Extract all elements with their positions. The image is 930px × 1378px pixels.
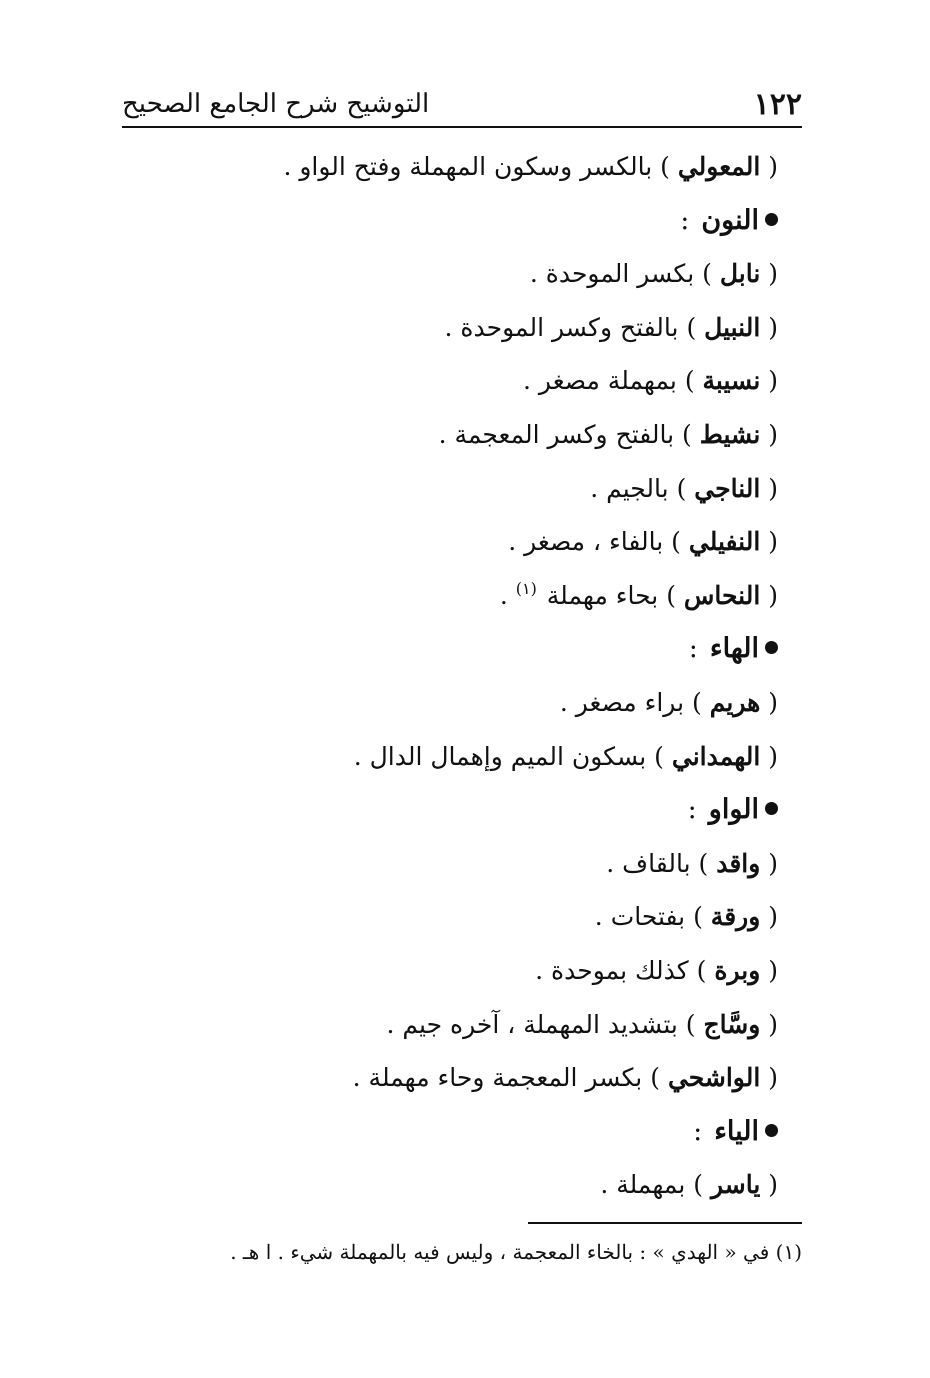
glossary-entry [138, 462, 778, 516]
glossary-entry [138, 837, 778, 891]
entry-term: نشيط [699, 419, 761, 449]
open-paren: ( [760, 1170, 778, 1200]
close-paren: ) [668, 473, 695, 503]
footnote: (١) في « الهدي » : بالخاء المعجمة ، وليس فيه بالمهملة شيء . ا هـ . [230, 1240, 802, 1264]
entry-description: بحاء مهملة [546, 580, 659, 610]
entry-description: بالكسر وسكون المهملة وفتح الواو . [283, 152, 653, 181]
entry-term: نابل [719, 259, 761, 289]
entry-description: بمهملة . [600, 1170, 686, 1200]
glossary-entry [138, 730, 778, 784]
glossary-entry [138, 301, 778, 355]
entry-term: النبيل [704, 312, 761, 342]
close-paren: ) [685, 1170, 711, 1200]
footnote-reference: (١) [515, 579, 537, 599]
entry-term: هريم [709, 687, 761, 717]
open-paren: ( [760, 473, 778, 503]
close-paren: ) [646, 741, 672, 771]
glossary-entries [138, 140, 778, 1212]
entry-description: بسكون الميم وإهمال الدال . [353, 741, 647, 771]
glossary-entry [138, 1051, 778, 1105]
section-colon: : [687, 794, 697, 826]
running-title: التوشيح شرح الجامع الصحيح [122, 89, 430, 119]
entry-description: بالفتح وكسر الموحدة . [444, 312, 679, 342]
entry-term: واقد [716, 848, 761, 878]
page-header [122, 82, 802, 128]
open-paren: ( [760, 848, 778, 878]
entry-term: ورقة [710, 902, 761, 932]
glossary-entry [138, 998, 778, 1052]
entry-term: الهمداني [671, 741, 761, 771]
open-paren: ( [760, 527, 778, 557]
entry-description: بالقاف . [606, 848, 691, 878]
bullet-dot-icon [765, 213, 778, 226]
section-colon: : [688, 633, 698, 665]
entry-tail: . [499, 580, 516, 610]
entry-term: ياسر [710, 1170, 761, 1200]
entry-term: النفيلي [688, 527, 761, 557]
glossary-entry [138, 890, 778, 944]
entry-term: نسيبة [702, 366, 761, 396]
close-paren: ) [674, 419, 700, 449]
close-paren: ) [678, 312, 705, 342]
entry-term: المعولي [677, 152, 761, 181]
open-paren: ( [760, 419, 778, 449]
close-paren: ) [663, 527, 689, 557]
entry-description: بالجيم . [590, 473, 669, 503]
open-paren: ( [760, 687, 778, 717]
open-paren: ( [760, 1009, 778, 1039]
entry-description: بتشديد المهملة ، آخره جيم . [386, 1009, 678, 1039]
entry-term: وسَّاج [703, 1009, 761, 1039]
glossary-entry [138, 676, 778, 730]
entry-term: النحاس [683, 580, 761, 610]
open-paren: ( [760, 312, 778, 342]
section-heading [138, 1105, 778, 1159]
glossary-entry [138, 944, 778, 998]
page-number: ١٢٢ [753, 86, 802, 122]
section-title: الواو [708, 794, 759, 826]
section-title: الهاء [709, 633, 759, 665]
open-paren: ( [760, 259, 778, 289]
open-paren: ( [760, 741, 778, 771]
open-paren: ( [760, 902, 778, 932]
close-paren: ) [685, 902, 711, 932]
entry-term: الواشحي [667, 1063, 761, 1093]
section-title: النون [701, 204, 759, 236]
entry-description: بالفتح وكسر المعجمة . [438, 419, 675, 449]
open-paren: ( [760, 366, 778, 396]
footnote-divider [528, 1222, 802, 1224]
glossary-entry [138, 408, 778, 462]
close-paren: ) [642, 1063, 668, 1093]
glossary-entry [138, 1158, 778, 1212]
section-colon: : [693, 1115, 703, 1147]
entry-term: وبرة [714, 955, 761, 985]
section-heading [138, 783, 778, 837]
glossary-entry [138, 247, 778, 301]
open-paren: ( [760, 1063, 778, 1093]
entry-description: كذلك بموحدة . [535, 955, 689, 985]
glossary-entry [138, 354, 778, 408]
entry-description: براء مصغر . [559, 687, 685, 717]
close-paren: ) [690, 848, 717, 878]
section-heading [138, 194, 778, 248]
section-colon: : [680, 204, 690, 236]
glossary-entry [138, 140, 778, 194]
entry-description: بكسر المعجمة وحاء مهملة . [352, 1063, 643, 1093]
bullet-dot-icon [765, 802, 778, 815]
entry-description: بفتحات . [594, 902, 686, 932]
section-title: الياء [714, 1115, 759, 1147]
glossary-entry [138, 515, 778, 569]
section-heading [138, 622, 778, 676]
entry-description: بالفاء ، مصغر . [508, 527, 664, 557]
entry-description: بمهملة مصغر . [523, 366, 677, 396]
bullet-dot-icon [765, 1124, 778, 1137]
close-paren: ) [658, 580, 684, 610]
close-paren: ) [694, 259, 720, 289]
close-paren: ) [684, 687, 710, 717]
open-paren: ( [760, 152, 778, 181]
close-paren: ) [677, 1009, 704, 1039]
glossary-entry [138, 569, 778, 623]
close-paren: ) [652, 152, 678, 181]
bullet-dot-icon [765, 641, 778, 654]
entry-description: بكسر الموحدة . [529, 259, 695, 289]
close-paren: ) [688, 955, 715, 985]
open-paren: ( [760, 955, 778, 985]
close-paren: ) [676, 366, 703, 396]
open-paren: ( [760, 580, 778, 610]
entry-term: الناجي [694, 473, 761, 503]
